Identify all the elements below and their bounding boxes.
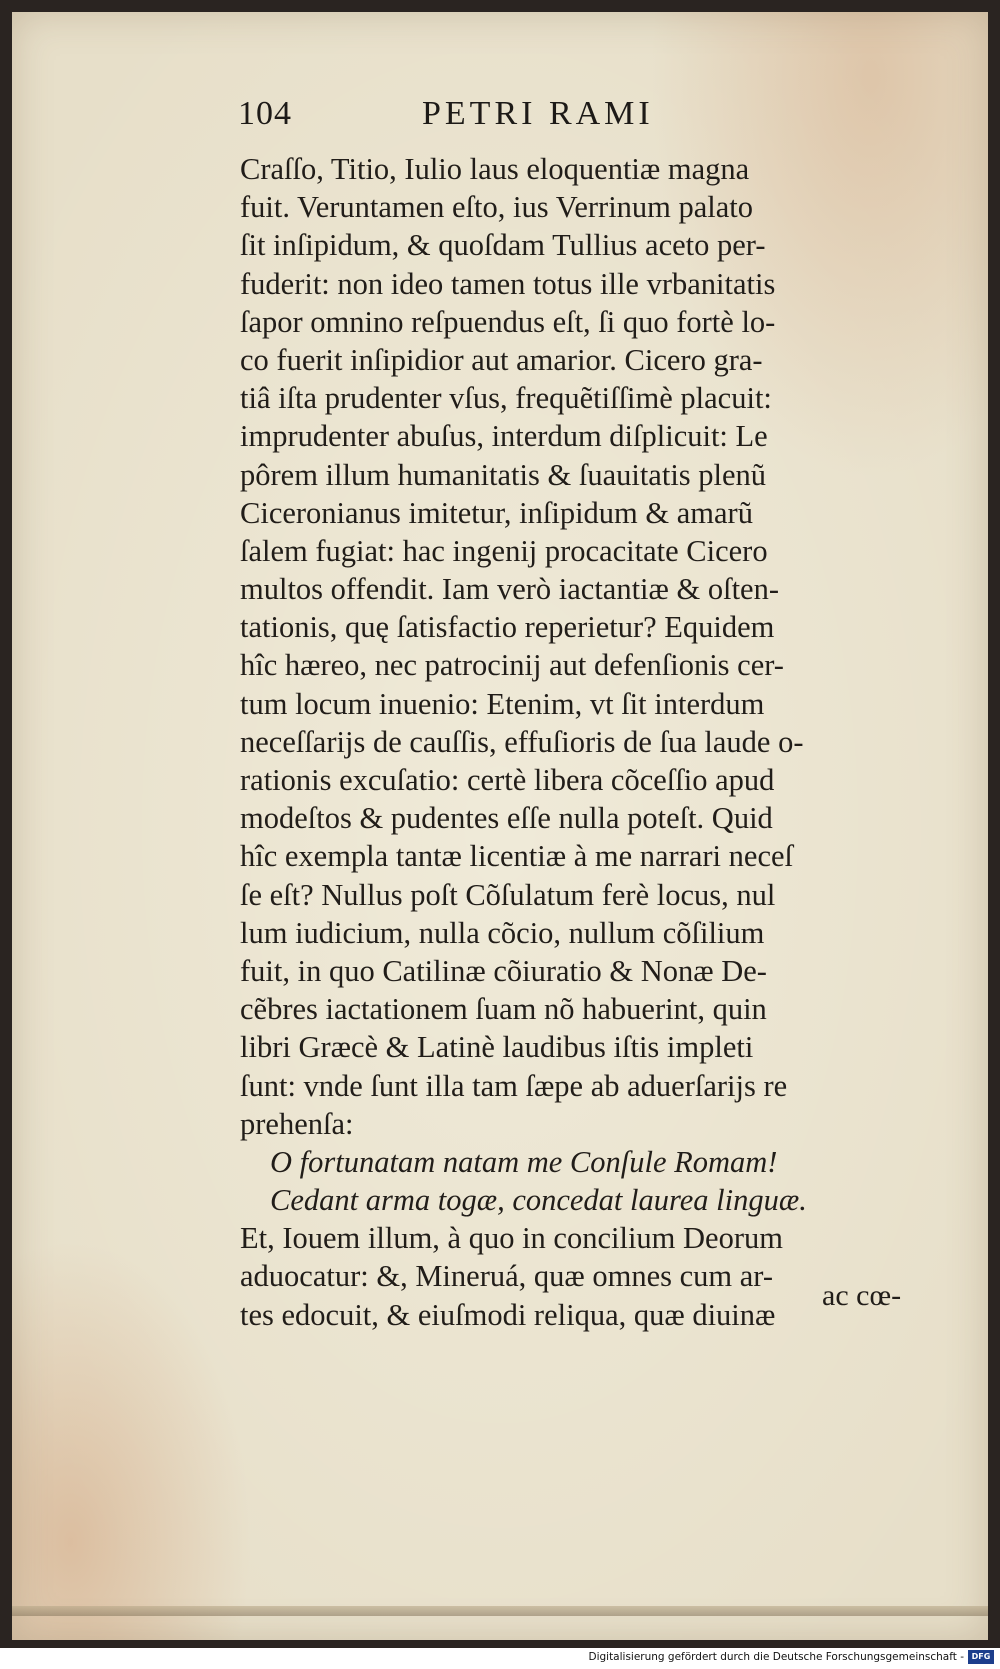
text-line: ſalem fugiat: hac ingenij procacitate Cicero [240,533,768,568]
text-line: co fuerit inſipidior aut amarior. Cicero gra- [240,342,763,377]
text-line: Ciceronianus imitetur, inſipidum & amarũ [240,495,753,530]
page-number: 104 [238,95,292,132]
verse-line: Cedant arma togæ, concedat laurea linguæ. [270,1183,807,1218]
digitization-footer [0,1648,1000,1669]
text-line: tum locum inuenio: Etenim, vt ſit interdum [240,686,765,721]
text-line: aduocatur: &, Mineruá, quæ omnes cum ar- [240,1259,773,1294]
text-line: ſapor omnino reſpuendus eſt, ſi quo fortè lo- [240,304,776,339]
text-line: imprudenter abuſus, interdum diſplicuit: Le [240,419,768,454]
text-line: Craſſo, Titio, Iulio laus eloquentiæ magna [240,152,750,186]
page-header [238,95,768,145]
text-line: multos offendit. Iam verò iactantiæ & oſten- [240,572,779,607]
dfg-logo: DFG [968,1650,994,1664]
text-line: hîc hæreo, nec patrocinij aut defenſionis cer- [240,648,784,683]
text-line: hîc exempla tantæ licentiæ à me narrari neceſ [240,839,793,874]
text-line: pôrem illum humanitatis & ſuauitatis plenũ [240,457,767,492]
text-line: fuderit: non ideo tamen totus ille vrbanitatis [240,266,776,301]
text-line: lum iudicium, nulla cõcio, nullum cõſilium [240,915,765,950]
text-line: rationis excuſatio: certè libera cõceſſio apud [240,763,775,797]
footer-credit: Digitalisierung gefördert durch die Deutsche Forschungsgemeinschaft - [588,1651,964,1663]
text-line: cẽbres iactationem ſuam nõ habuerint, quin [240,992,767,1027]
main-text [240,150,920,1334]
verse-line: O fortunatam natam me Conſule Romam! [270,1144,778,1179]
text-line: fuit. Veruntamen eſto, ius Verrinum palato [240,190,754,225]
text-line: tiâ iſta prudenter vſus, frequẽtiſſimè placuit: [240,381,772,416]
text-line: tationis, quę ſatisfactio reperietur? Equidem [240,610,775,645]
text-line: ſit inſipidum, & quoſdam Tullius aceto per- [240,228,766,263]
text-line: prehenſa: [240,1106,354,1141]
text-line: ſe eſt? Nullus poſt Cõſulatum ferè locus, nul [240,877,776,912]
running-title: PETRI RAMI [422,95,654,132]
text-line: libri Græcè & Latinè laudibus iſtis impleti [240,1030,754,1065]
text-line: fuit, in quo Catilinæ cõiuratio & Nonæ De- [240,953,767,988]
text-line: Et, Iouem illum, à quo in concilium Deorum [240,1221,783,1256]
text-line: ſunt: vnde ſunt illa tam ſæpe ab aduerſarijs re [240,1068,788,1103]
page-edge [12,1606,988,1616]
text-line: modeſtos & pudentes eſſe nulla poteſt. Quid [240,801,773,836]
catchword: ac cœ- [822,1279,902,1312]
text-line: neceſſarijs de cauſſis, effuſioris de ſua laude o- [240,724,804,759]
text-line: tes edocuit, & eiuſmodi reliqua, quæ diuinæ [240,1297,776,1332]
